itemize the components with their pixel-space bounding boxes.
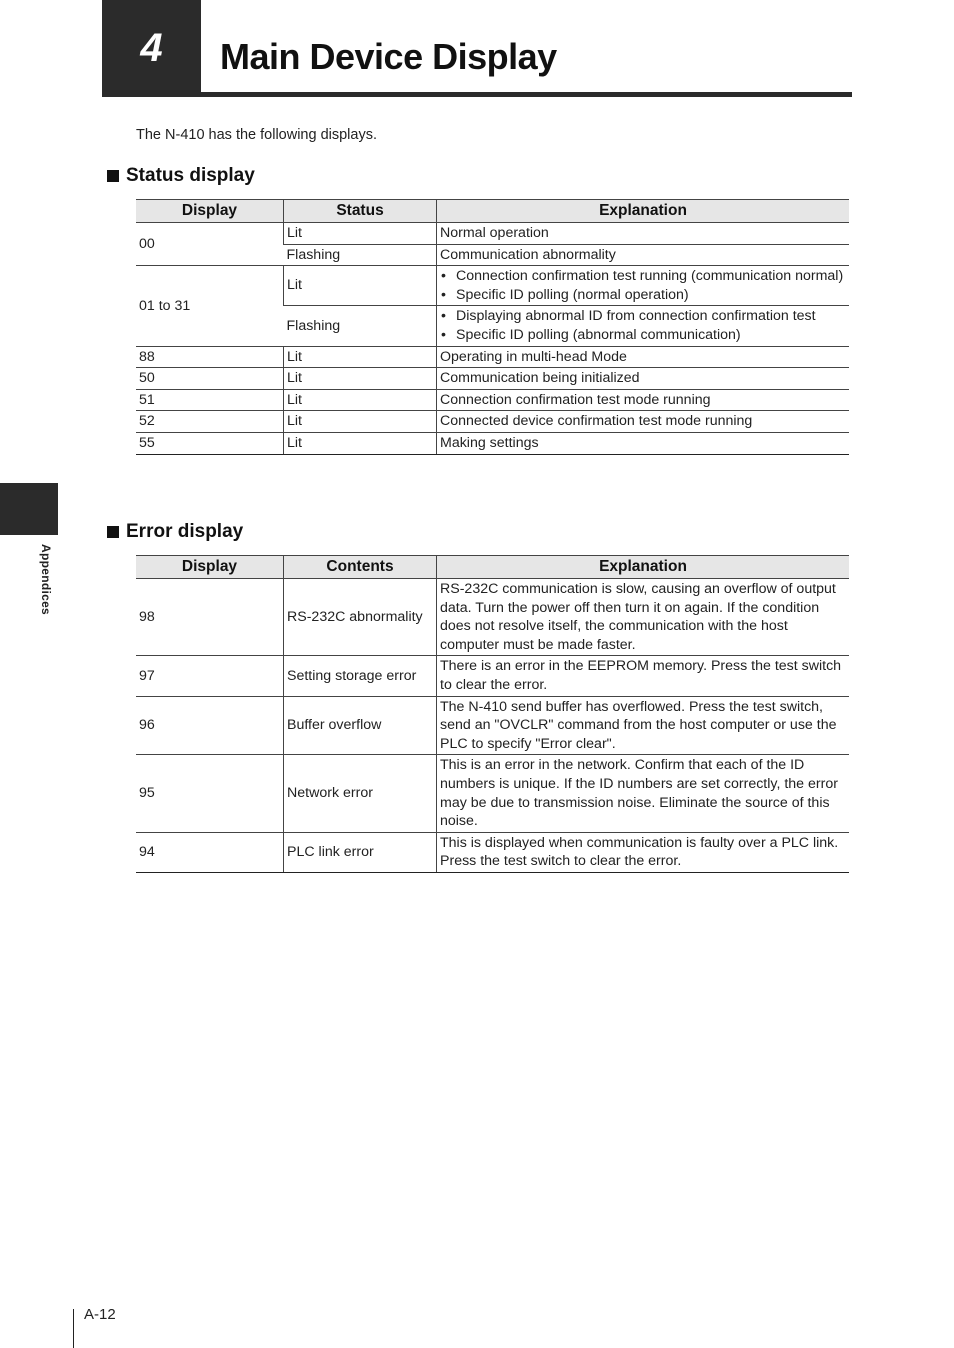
status-cell: Lit [284, 368, 437, 390]
footer-rule [73, 1309, 74, 1348]
table-row [136, 696, 849, 755]
column-header: Status [284, 200, 437, 223]
explanation-cell: Communication being initialized [437, 368, 850, 390]
contents-cell: Buffer overflow [284, 696, 437, 755]
chapter-number: 4 [102, 0, 201, 97]
error-table [136, 555, 849, 873]
display-cell: 00 [136, 223, 284, 266]
display-cell: 52 [136, 411, 284, 433]
display-cell: 51 [136, 389, 284, 411]
table-row [136, 832, 849, 872]
side-tab-label: Appendices [39, 544, 53, 616]
table-row [136, 368, 849, 390]
table-header-row [136, 556, 849, 579]
status-cell: Lit [284, 432, 437, 454]
status-cell: Lit [284, 266, 437, 306]
page-title: Main Device Display [220, 36, 557, 77]
page-number: A-12 [84, 1306, 116, 1323]
status-cell: Lit [284, 389, 437, 411]
display-cell: 98 [136, 579, 284, 656]
explanation-cell: Making settings [437, 432, 850, 454]
explanation-cell: Connection confirmation test mode running [437, 389, 850, 411]
contents-cell: Setting storage error [284, 656, 437, 696]
status-cell: Flashing [284, 306, 437, 346]
error-section-heading [107, 521, 243, 543]
display-cell: 97 [136, 656, 284, 696]
contents-cell: RS-232C abnormality [284, 579, 437, 656]
table-row [136, 579, 849, 656]
explanation-cell: This is displayed when communication is faulty over a PLC link. Press the test switch to clear the error. [437, 832, 850, 872]
explanation-cell: The N-410 send buffer has overflowed. Press the test switch, send an "OVCLR" command from the host computer or use the PLC to specify "Error clear". [437, 696, 850, 755]
explanation-cell: Connected device confirmation test mode running [437, 411, 850, 433]
display-cell: 50 [136, 368, 284, 390]
title-rule [201, 92, 852, 97]
display-cell: 01 to 31 [136, 266, 284, 346]
status-cell: Lit [284, 346, 437, 368]
status-section-heading [107, 165, 255, 187]
list-item: • Specific ID polling (normal operation) [456, 286, 846, 305]
error-heading-label: Error display [126, 521, 244, 542]
list-item: • Specific ID polling (abnormal communication) [456, 326, 846, 345]
table-row [136, 755, 849, 832]
status-cell: Lit [284, 223, 437, 245]
contents-cell: Network error [284, 755, 437, 832]
status-table [136, 199, 849, 455]
display-cell: 95 [136, 755, 284, 832]
table-row [136, 656, 849, 696]
column-header: Explanation [437, 556, 850, 579]
display-cell: 96 [136, 696, 284, 755]
explanation-cell: Normal operation [437, 223, 850, 245]
display-cell: 88 [136, 346, 284, 368]
bullet-list [440, 267, 846, 304]
column-header: Explanation [437, 200, 850, 223]
status-cell: Flashing [284, 244, 437, 266]
table-row [136, 432, 849, 454]
column-header: Display [136, 556, 284, 579]
explanation-cell [437, 306, 850, 346]
explanation-cell: Operating in multi-head Mode [437, 346, 850, 368]
list-item: • Connection confirmation test running (communication normal) [456, 267, 846, 286]
table-row [136, 389, 849, 411]
display-cell: 55 [136, 432, 284, 454]
explanation-cell: Communication abnormality [437, 244, 850, 266]
explanation-cell: RS-232C communication is slow, causing an overflow of output data. Turn the power off then turn it on again. If the condition does not resolve itself, the communication with the host computer must be made faster. [437, 579, 850, 656]
table-header-row [136, 200, 849, 223]
contents-cell: PLC link error [284, 832, 437, 872]
column-header: Display [136, 200, 284, 223]
explanation-cell [437, 266, 850, 306]
explanation-cell: This is an error in the network. Confirm that each of the ID numbers is unique. If the ID numbers are set correctly, the error may be due to transmission noise. Eliminate the source of this noise. [437, 755, 850, 832]
table-row [136, 266, 849, 306]
section-tab-marker [0, 483, 58, 535]
status-heading-label: Status display [126, 165, 255, 186]
table-row [136, 346, 849, 368]
table-row [136, 223, 849, 245]
display-cell: 94 [136, 832, 284, 872]
filled-square-icon [107, 526, 119, 538]
column-header: Contents [284, 556, 437, 579]
status-cell: Lit [284, 411, 437, 433]
explanation-cell: There is an error in the EEPROM memory. Press the test switch to clear the error. [437, 656, 850, 696]
filled-square-icon [107, 170, 119, 182]
list-item: • Displaying abnormal ID from connection confirmation test [456, 307, 846, 326]
intro-text: The N-410 has the following displays. [136, 127, 377, 143]
table-row [136, 411, 849, 433]
bullet-list [440, 307, 846, 344]
